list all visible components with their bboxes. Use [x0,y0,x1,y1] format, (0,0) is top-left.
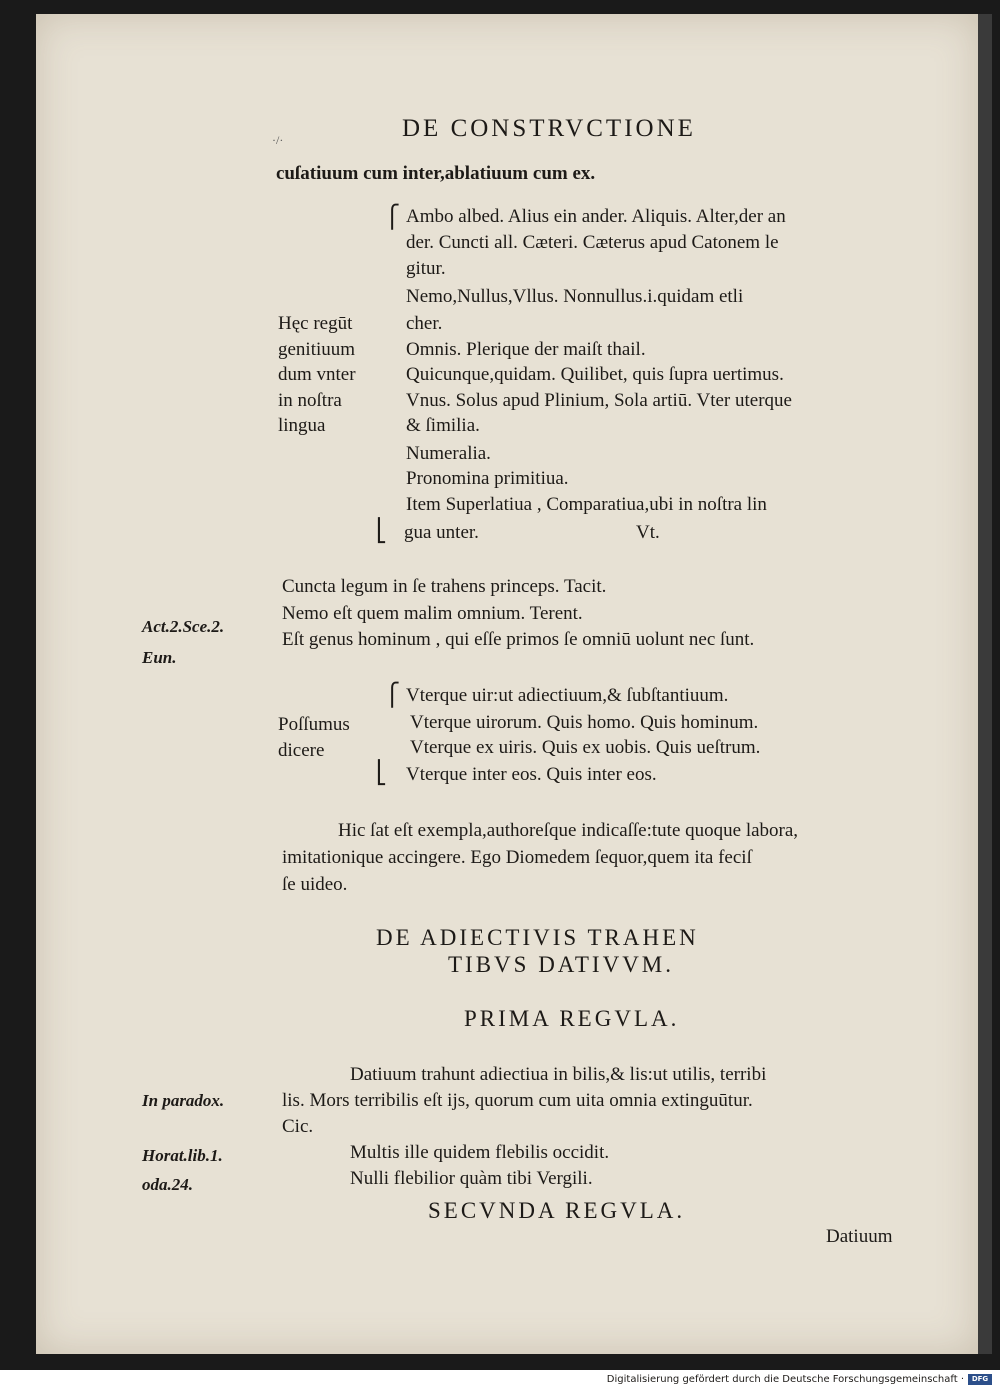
dfg-logo: DFG [968,1374,992,1385]
text-line: Hic ſat eſt exempla,authoreſque indicaſſe:tute quoque labora, [338,820,799,841]
marginal-note: oda.24. [142,1175,193,1194]
section-heading: TIBVS DATIVVM. [448,952,674,977]
text-line: der. Cuncti all. Cæteri. Cæterus apud Catonem le [406,232,779,253]
brace-label-line: Poſſumus [278,714,350,735]
text-line: Nemo,Nullus,Vllus. Nonnullus.i.quidam etli [406,286,744,307]
text-line: Vterque uir:ut adiectiuum,& ſubſtantiuum. [406,685,729,706]
text-line: & ſimilia. [406,415,480,436]
page-edge [978,14,992,1354]
brace-label-line: genitiuum [278,339,356,360]
section-heading: DE ADIECTIVIS TRAHEN [376,925,699,950]
brace-bottom: ⎣ [376,760,387,785]
text-line: Nulli flebilior quàm tibi Vergili. [350,1168,593,1189]
marginal-note: Act.2.Sce.2. [142,617,225,636]
text-line: cher. [406,313,443,334]
rule-heading: SECVNDA REGVLA. [428,1198,686,1223]
text-line: Numeralia. [406,443,491,464]
text-line: Multis ille quidem flebilis occidit. [350,1142,610,1163]
brace-label-line: Hęc regūt [278,313,353,334]
brace-bottom: ⎣ [376,518,387,543]
text-line: Cuncta legum in ſe trahens princeps. Tacit. [282,576,607,597]
brace-top: ⎧ [384,204,401,229]
text-line: Datiuum trahunt adiectiua in bilis,& lis:ut utilis, terribi [350,1064,767,1085]
text-line: gitur. [406,258,446,279]
brace-label-line: in noſtra [278,390,342,411]
text-line: Nemo eſt quem malim omnium. Terent. [282,603,583,624]
marginal-note: Horat.lib.1. [142,1146,223,1165]
brace-label-line: dicere [278,740,325,761]
footer-bar [0,1370,1000,1389]
text-line: ſe uideo. [282,874,348,895]
footer-credit: Digitalisierung gefördert durch die Deutsche Forschungsgemeinschaft · [606,1374,964,1385]
marginal-note: Eun. [142,648,177,667]
text-line: Cic. [282,1116,314,1137]
text-line: Vterque ex uiris. Quis ex uobis. Quis ueſtrum. [410,737,761,758]
text-line: cuſatiuum cum inter,ablatiuum cum ex. [276,163,596,184]
brace-top: ⎧ [384,682,401,707]
text-line: imitationique accingere. Ego Diomedem ſequor,quem ita feciſ [282,847,752,868]
text-line: Vterque inter eos. Quis inter eos. [406,764,657,785]
text-line: lis. Mors terribilis eſt ijs, quorum cum uita omnia extinguūtur. [282,1090,753,1111]
text-line: Quicunque,quidam. Quilibet, quis ſupra uertimus. [406,364,784,385]
text-line: Vterque uirorum. Quis homo. Quis hominum. [410,712,759,733]
text-line: Ambo albed. Alius ein ander. Aliquis. Alter,der an [406,206,786,227]
marginal-note: In paradox. [142,1091,225,1110]
text-line: Vnus. Solus apud Plinium, Sola artiū. Vter uterque [406,390,792,411]
text-line: Pronomina primitiua. [406,468,569,489]
text-line: gua unter. [404,522,479,543]
text-line: Item Superlatiua , Comparatiua,ubi in noſtra lin [406,494,767,515]
catchword: Datiuum [826,1226,893,1247]
text-line: Eſt genus hominum , qui eſſe primos ſe omniū uolunt nec ſunt. [282,629,755,650]
page-title: DE CONSTRVCTIONE [402,115,696,142]
brace-label-line: lingua [278,415,326,436]
brace-label-line: dum vnter [278,364,356,385]
text-line: Omnis. Plerique der maiſt thail. [406,339,646,360]
rule-heading: PRIMA REGVLA. [464,1006,680,1031]
header-mark: ·/· [272,133,284,147]
text-line: Vt. [636,522,660,543]
